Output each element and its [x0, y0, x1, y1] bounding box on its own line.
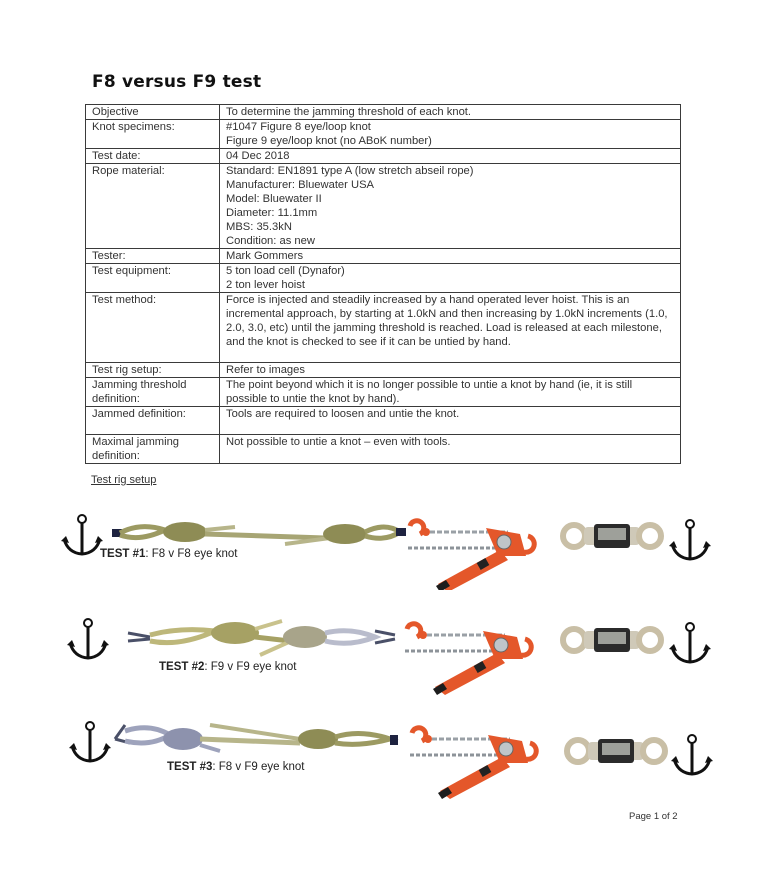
value-line: 5 ton load cell (Dynafor): [226, 265, 345, 277]
rig-setup-heading: Test rig setup: [91, 474, 157, 486]
anchor-icon: [669, 623, 711, 662]
anchor-icon: [669, 520, 711, 559]
row-key: Rope material:: [86, 164, 220, 249]
value-line: Standard: EN1891 type A (low stretch abseil rope): [226, 165, 474, 177]
table-row: [86, 164, 681, 249]
test-rig-3: [0, 715, 768, 805]
table-row: [86, 378, 681, 407]
value-line: Condition: as new: [226, 235, 315, 247]
value-line: To determine the jamming threshold of each knot.: [226, 106, 472, 118]
test-id: TEST #3: [167, 761, 213, 773]
row-value: [220, 435, 681, 464]
row-key: Test rig setup:: [86, 363, 220, 378]
test-rig-1: [0, 500, 768, 590]
anchor-icon: [69, 722, 111, 761]
row-value: [220, 105, 681, 120]
value-line: Diameter: 11.1mm: [226, 207, 318, 219]
test-id: TEST #1: [100, 548, 146, 560]
test-label: [100, 548, 237, 560]
rig-illustration: [0, 500, 768, 590]
row-key: Test equipment:: [86, 264, 220, 293]
row-key: Test method:: [86, 293, 220, 363]
row-value: [220, 120, 681, 149]
anchor-icon: [61, 515, 103, 554]
row-key: Jammed definition:: [86, 407, 220, 435]
test-rig-2: [0, 615, 768, 705]
row-value: [220, 363, 681, 378]
row-key: Jamming threshold definition:: [86, 378, 220, 407]
row-key: Knot specimens:: [86, 120, 220, 149]
rope-f8-f9: [115, 725, 390, 751]
table-row: [86, 293, 681, 363]
table-row: [86, 264, 681, 293]
table-row: [86, 249, 681, 264]
row-value: [220, 264, 681, 293]
table-row: [86, 363, 681, 378]
test-id: TEST #2: [159, 661, 205, 673]
anchor-icon: [67, 619, 109, 658]
rope-f9-f9: [128, 621, 395, 655]
load-cell-icon: [567, 739, 665, 763]
rig-illustration: [0, 615, 768, 705]
value-line: Mark Gommers: [226, 250, 304, 262]
row-key: Maximal jamming definition:: [86, 435, 220, 464]
row-key: Tester:: [86, 249, 220, 264]
table-row: [86, 105, 681, 120]
value-line: MBS: 35.3kN: [226, 221, 292, 233]
test-description: : F8 v F8 eye knot: [145, 548, 238, 560]
page-number: Page 1 of 2: [629, 811, 678, 822]
row-value: [220, 293, 681, 363]
anchor-icon: [671, 735, 713, 774]
rope-f8-f8: [120, 522, 400, 544]
value-line: The point beyond which it is no longer possible to untie a knot by hand (ie, it is still possible to untie the knot by hand).: [226, 379, 633, 405]
value-line: Manufacturer: Bluewater USA: [226, 179, 374, 191]
table-row: [86, 435, 681, 464]
value-line: Refer to images: [226, 364, 305, 376]
row-value: [220, 378, 681, 407]
row-value: [220, 407, 681, 435]
lever-hoist-icon: [405, 624, 531, 695]
lever-hoist-icon: [408, 521, 534, 590]
test-label: [167, 761, 304, 773]
value-line: Figure 9 eye/loop knot (no ABoK number): [226, 135, 432, 147]
row-value: [220, 164, 681, 249]
value-line: #1047 Figure 8 eye/loop knot: [226, 121, 371, 133]
row-value: [220, 149, 681, 164]
load-cell-icon: [563, 524, 661, 548]
row-key: Objective: [86, 105, 220, 120]
table-row: [86, 149, 681, 164]
page-title: F8 versus F9 test: [92, 72, 262, 92]
test-spec-table: [85, 104, 681, 464]
value-line: Force is injected and steadily increased by a hand operated lever hoist. This is an incremental approach, by starting at 1.0kN and then increasing by 1.0kN increments (1.0, 2.0, 3.0, etc) until the jamming threshold is reached. Load is released at each milestone, and the knot is checked to see if it can be untied by hand.: [226, 294, 668, 348]
row-key: Test date:: [86, 149, 220, 164]
row-value: [220, 249, 681, 264]
rig-illustration: [0, 715, 768, 805]
value-line: Tools are required to loosen and untie the knot.: [226, 408, 460, 420]
test-description: : F9 v F9 eye knot: [204, 661, 297, 673]
test-description: : F8 v F9 eye knot: [212, 761, 305, 773]
value-line: Not possible to untie a knot – even with tools.: [226, 436, 451, 448]
value-line: 04 Dec 2018: [226, 150, 290, 162]
table-row: [86, 407, 681, 435]
table-row: [86, 120, 681, 149]
value-line: 2 ton lever hoist: [226, 279, 305, 291]
value-line: Model: Bluewater II: [226, 193, 322, 205]
lever-hoist-icon: [410, 728, 536, 799]
test-label: [159, 661, 296, 673]
load-cell-icon: [563, 628, 661, 652]
